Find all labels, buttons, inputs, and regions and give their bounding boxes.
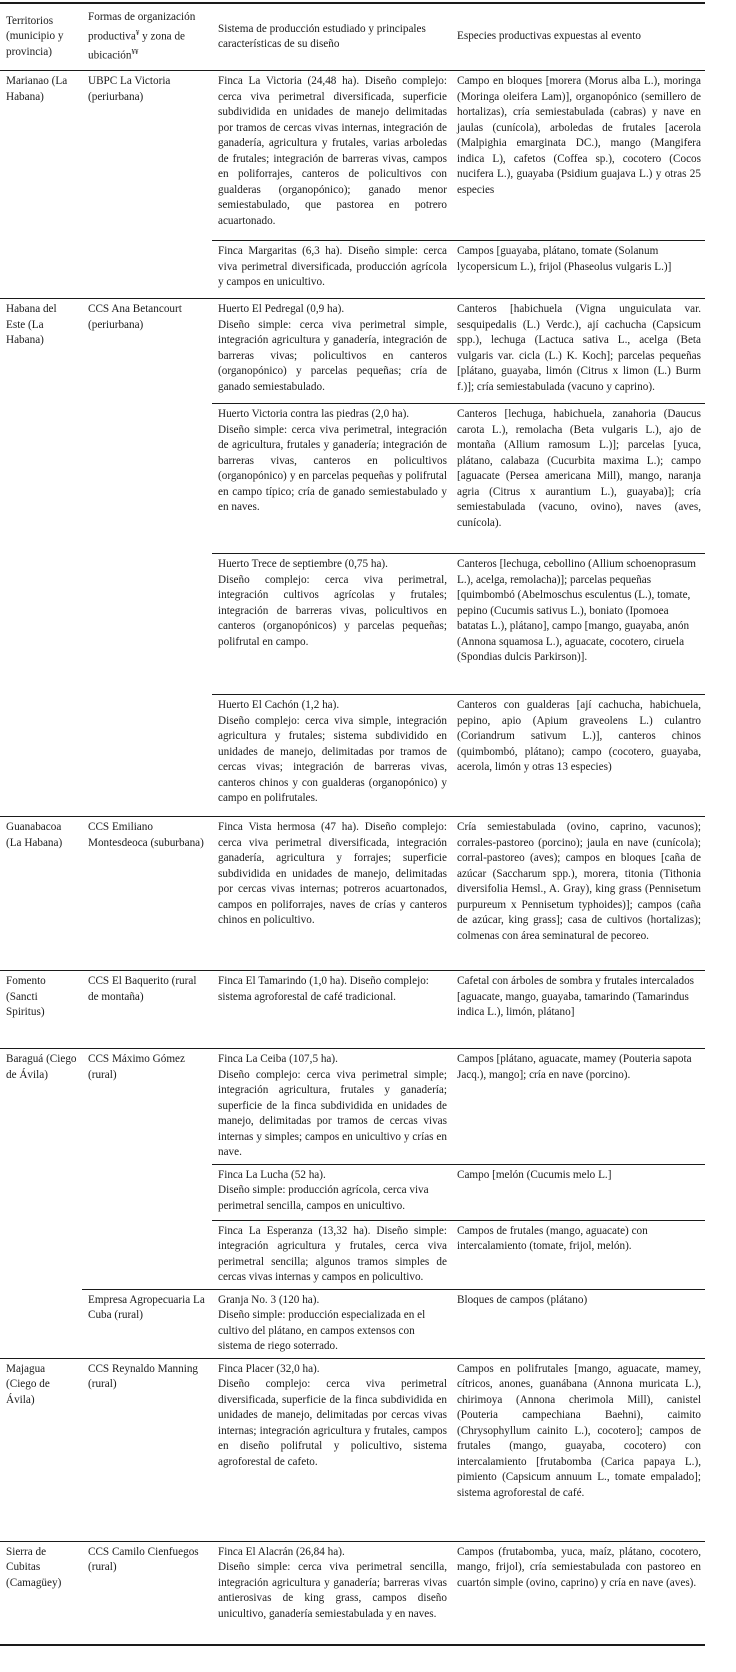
territory-cell: Sierra de Cubitas (Camagüey) [0,1541,82,1645]
organization-cell: Empresa Agropecuaria La Cuba (rural) [82,1289,212,1358]
species-cell: Canteros [lechuga, cebollino (Allium schoenoprasum L.), acelga, remolacha)]; parcelas pequeñas [quimbombó (Abelmoschus esculentus (L.), tomate, pepino (Cucumis sativus L.), boniato (Ipomoea batatas L.), plátano], campo [mango, guayaba, anón (Annona squamosa L.), aguacate, cocotero, ciruela (Spondias dulcis Parkirson)]. [451,554,705,695]
system-cell: Finca La Lucha (52 ha). Diseño simple: producción agrícola, cerca viva perimetral sencilla, campos en unicultivo. [212,1164,451,1220]
system-cell: Huerto Victoria contra las piedras (2,0 ha). Diseño simple: cerca viva perimetral, integración de agricultura, frutales y ganadería; integración de barreras vivas, canteros en policultivos (organopónico) y en parcelas pequeñas y polifrutal en campo típico; cría de ganado semiestabulado y en naves. [212,404,451,554]
organization-cell: CCS Máximo Gómez (rural) [82,1049,212,1290]
system-cell: Finca La Victoria (24,48 ha). Diseño complejo: cerca viva perimetral diversificada, superficie subdividida en unidades de manejo delimitadas por tramos de cercas vivas internas, integración de ganadería, agricultura y frutales, varias arboledas de frutales; integración de barreras vivas, campos en poliforrajes, canteros de policultivos con gualderas (organopónico); ganado menor semiestabulado, que pastorea en potrero acuartonado. [212,71,451,241]
table-row [0,71,705,241]
system-cell: Finca El Alacrán (26,84 ha). Diseño simple: cerca viva perimetral sencilla, integración agricultura y ganadería; barreras vivas antierosivas de king grass, campos diseño unicultivo, ganadería semiestabulada y en naves. [212,1541,451,1645]
system-cell: Finca El Tamarindo (1,0 ha). Diseño complejo: sistema agroforestal de café tradicional. [212,971,451,1049]
territory-cell: Baraguá (Ciego de Ávila) [0,1049,82,1359]
species-cell: Cría semiestabulada (ovino, caprino, vacunos); corrales-pastoreo (porcino); jaula en nave (cunícola); corral-pastoreo (aves); campos en bloques [caña de azúcar (Saccharum spp.), morera, titonia (Tithonia diversifolia Hemsl., A. Gray), king grass (Pennisetum purpureum x Pennisetum typhoides)]; campos (caña de azúcar, king grass]; casa de cultivos (hortalizas); colmenas con área seminatural de pecoreo. [451,817,705,971]
species-cell: Canteros [habichuela (Vigna unguiculata var. sesquipedalis (L.) Verdc.), ají cachucha (Capsicum spp.), lechuga (Lactuca sativa L., acelga (Beta vulgaris var. cicla (L.) K. Koch]; parcelas pequeñas [plátano, guayaba, limón (Citrus x limon (L.) Burm f.)]; cría semiestabulada (vacuno y caprino). [451,299,705,404]
organization-cell: CCS El Baquerito (rural de montaña) [82,971,212,1049]
production-systems-table [0,2,705,1646]
organization-cell: UBPC La Victoria (periurbana) [82,71,212,299]
table-row [0,1358,705,1541]
system-cell: Finca Placer (32,0 ha). Diseño complejo: cerca viva perimetral diversificada, superficie de la finca subdividida en unidades de manejo, delimitadas por cercas vivas internas; integración agricultura y frutales, campos en diseño polifrutal y policultivo, sistema agroforestal de cafeto. [212,1358,451,1541]
territory-cell: Fomento (Sancti Spiritus) [0,971,82,1049]
system-cell: Finca La Ceiba (107,5 ha). Diseño complejo: cerca viva perimetral simple; integración agricultura, frutales y ganadería; superficie de la finca subdividida en unidades de manejo, delimitadas por tramos de cercas vivas internas y simples; campos en unicultivo y crías en nave. [212,1049,451,1165]
system-cell: Huerto El Cachón (1,2 ha). Diseño complejo: cerca viva simple, integración agricultura y frutales; sistema subdividido en unidades de manejo, delimitadas por tramos de cercas vivas; integración de barreras vivas, canteros chinos y con gualderas (organopónico) y campo en polifrutales. [212,695,451,817]
species-cell: Campos [guayaba, plátano, tomate (Solanum lycopersicum L.), frijol (Phaseolus vulgaris L.)] [451,241,705,299]
organization-cell: CCS Reynaldo Manning (rural) [82,1358,212,1541]
table-row [0,971,705,1049]
species-cell: Cafetal con árboles de sombra y frutales intercalados [aguacate, mango, guayaba, tamarindo (Tamarindus indica L.), limón, plátano] [451,971,705,1049]
system-cell: Huerto Trece de septiembre (0,75 ha). Diseño complejo: cerca viva perimetral, integración cultivos agrícolas y frutales; integración de barreras vivas, policultivos en canteros (organopónicos) y parcelas pequeñas; polifrutal en campo. [212,554,451,695]
organization-cell: CCS Camilo Cienfuegos (rural) [82,1541,212,1645]
species-cell: Campo en bloques [morera (Morus alba L.), moringa (Moringa oleifera Lam)], organopónico (semillero de hortalizas), cría semiestabulada (cabras) y nave en jaulas (cunícola), arboledas de frutales [acerola (Malpighia emarginata DC.), mango (Mangifera indica L), cafetos (Coffea sp.), cocotero (Cocos nucifera L.), guayaba (Psidium guajava L.) y otras 25 especies [451,71,705,241]
system-cell: Huerto El Pedregal (0,9 ha). Diseño simple: cerca viva perimetral simple, integración agricultura y ganadería, integración de barreras vivas; policultivos en canteros (organopónico) y parcelas pequeñas; cría de ganado semiestabulado. [212,299,451,404]
header-species: Especies productivas expuestas al evento [457,30,641,43]
header-territory: Territorios (municipio y provincia) [6,14,64,58]
system-cell: Finca Margaritas (6,3 ha). Diseño simple: cerca viva perimetral diversificada, producción agrícola y campos en unicultivo. [212,241,451,299]
territory-cell: Habana del Este (La Habana) [0,299,82,817]
table-row [0,1541,705,1645]
system-cell: Granja No. 3 (120 ha). Diseño simple: producción especializada en el cultivo del plátano, en campos extensos con sistema de riego soterrado. [212,1289,451,1358]
territory-cell: Majagua (Ciego de Ávila) [0,1358,82,1541]
organization-cell: CCS Emiliano Montesdeoca (suburbana) [82,817,212,971]
table-row [0,817,705,971]
species-cell: Canteros con gualderas [ají cachucha, habichuela, pepino, apio (Apium graveolens L.) culantro (Coriandrum sativum L.)], canteros chinos (quimbombó, plátano); campo (cocotero, guayaba, acerola, limón y otras 13 especies) [451,695,705,817]
table-header [0,3,705,71]
species-cell: Campos [plátano, aguacate, mamey (Pouteria sapota Jacq.), mango]; cría en nave (porcino). [451,1049,705,1165]
territory-cell: Guanabacoa (La Habana) [0,817,82,971]
territory-cell: Marianao (La Habana) [0,71,82,299]
species-cell: Campo [melón (Cucumis melo L.] [451,1164,705,1220]
table-row [0,1289,705,1358]
species-cell: Campos de frutales (mango, aguacate) con intercalamiento (tomate, frijol, melón). [451,1220,705,1289]
footnote-mark: ¥ [135,28,140,37]
header-system: Sistema de producción estudiado y principales características de su diseño [218,22,426,50]
species-cell: Canteros [lechuga, habichuela, zanahoria (Daucus carota L.), remolacha (Beta vulgaris L.), ajo de montaña (Allium ramosum L.)]; parcelas [yuca, plátano, calabaza (Cucurbita maxima L.); campo [aguacate (Persea americana Mill), mango, naranja agria (Citrus x aurantium L.), guayaba)]; cría semiestabulada (vacuno, ovino), naves (aves, cunícola). [451,404,705,554]
header-organization: Formas de organización productiva¥ y zona de ubicación¥¥ [88,11,196,62]
footnote-mark: ¥¥ [131,47,139,56]
system-cell: Finca La Esperanza (13,32 ha). Diseño simple: integración agricultura y frutales, cerca viva perimetral sencilla; algunos tramos simples de cercas vivas internas y campos en policultivo. [212,1220,451,1289]
species-cell: Campos (frutabomba, yuca, maíz, plátano, cocotero, mango, frijol), cría semiestabulada con pastoreo en cuartón simple (ovino, caprino) y cría en nave (aves). [451,1541,705,1645]
table-row [0,1049,705,1165]
table-row [0,299,705,404]
species-cell: Bloques de campos (plátano) [451,1289,705,1358]
species-cell: Campos en polifrutales [mango, aguacate, mamey, cítricos, anones, guanábana (Annona muricata L.), chirimoya (Annona cherimola Mill), canistel (Pouteria campechiana Baehni), caimito (Chrysophyllum cainito L.), cocotero]; campos de frutales (mango, guayaba, cocotero) con intercalamiento [frutabomba (Carica papaya L.), pimiento (Capsicum annuum L., tomate empalado]; sistema agroforestal de café. [451,1358,705,1541]
organization-cell: CCS Ana Betancourt (periurbana) [82,299,212,817]
system-cell: Finca Vista hermosa (47 ha). Diseño complejo: cerca viva perimetral diversificada, integración ganadería, agricultura y forrajes; superficie subdividida en unidades de manejo, delimitadas por cercas vivas internas; potreros acuartonados, campos en poliforrajes, naves de crías y canteros chinos en policultivo. [212,817,451,971]
